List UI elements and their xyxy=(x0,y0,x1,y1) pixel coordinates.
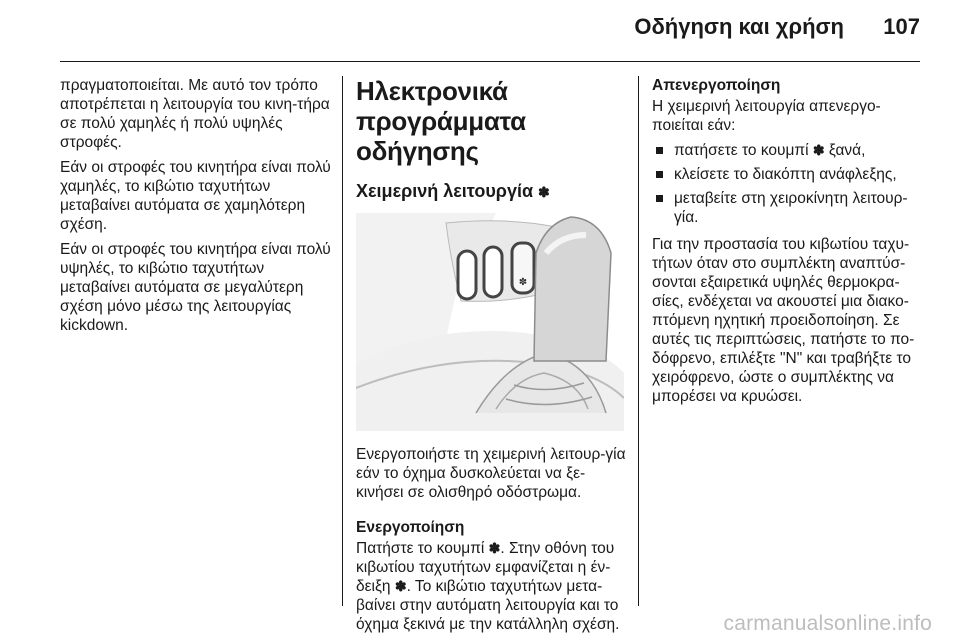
switch-1 xyxy=(458,251,476,299)
winter-mode-icon: ✽ xyxy=(812,142,825,158)
page-header xyxy=(0,0,960,62)
subsection-heading-text: Χειμερινή λειτουργία xyxy=(356,181,534,201)
deactivation-intro: Η χειμερινή λειτουργία απενεργο-ποιείται εάν: xyxy=(652,98,881,134)
illustration-svg xyxy=(356,213,624,431)
column-left xyxy=(60,76,332,341)
winter-mode-icon: ✽ xyxy=(538,184,550,200)
svg-text:✽: ✽ xyxy=(518,277,528,288)
winter-mode-icon: ✽ xyxy=(488,540,501,556)
list-item: μεταβείτε στη χειροκίνητη λειτουρ-γία. xyxy=(652,189,924,227)
subsection-heading xyxy=(356,180,626,203)
column-middle xyxy=(356,76,626,640)
activation-text-1: Πατήστε το κουμπί xyxy=(356,540,485,557)
winter-mode-icon: ✽ xyxy=(394,578,407,594)
column-right xyxy=(652,76,924,412)
activation-heading: Ενεργοποίηση xyxy=(356,519,465,536)
chapter-title: Οδήγηση και χρήση xyxy=(634,14,844,39)
activation-text xyxy=(356,539,626,634)
activation-text-3: . Το κιβώτιο ταχυτήτων μετα-βαίνει στην αυτόματη λειτουργία και το όχημα ξεκινά με την κατάλληλη σχέση. xyxy=(356,578,620,633)
page-number: 107 xyxy=(883,14,920,39)
switch-2 xyxy=(484,247,502,297)
section-heading: Ηλεκτρονικά προγράμματα οδήγησης xyxy=(356,76,526,166)
paragraph: Ενεργοποιήστε τη χειμερινή λειτουρ-γία εάν το όχημα δυσκολεύεται να ξε-κινήσει σε ολισθηρό οδόστρωμα. xyxy=(356,446,626,501)
activation-text-2: . Στην οθόνη του κιβωτίου ταχυτήτων εμφανίζεται η έν-δειξη xyxy=(356,540,615,595)
paragraph: Εάν οι στροφές του κινητήρα είναι πολύ υψηλές, το κιβώτιο ταχυτήτων μεταβαίνει αυτόματα σε μεγαλύτερη σχέση μόνο μέσω της λειτουργίας kickdown. xyxy=(60,241,331,334)
deactivation-heading: Απενεργοποίηση xyxy=(652,77,781,94)
warning-paragraph: Για την προστασία του κιβωτίου ταχυ-τήτων όταν στο συμπλέκτη αναπτύσ-σονται εξαιρετικά υψηλές θερμοκρα-σίες, ενδέχεται να ακουστεί μια διακο-πτόμενη ηχητική προειδοποίηση. Σε αυτές τις περιπτώσεις, πατήστε το πο-δόφρενο, επιλέξτε "N" και τραβήξτε το χειρόφρενο, ώστε ο συμπλέκτης να μπορέσει να κρυώσει. xyxy=(652,236,915,405)
gear-lever-illustration xyxy=(356,213,624,431)
list-item: κλείσετε το διακόπτη ανάφλεξης, xyxy=(652,165,924,184)
list-item xyxy=(652,141,924,160)
column-divider xyxy=(342,76,343,606)
column-divider xyxy=(638,76,639,606)
bullet-text: πατήσετε το κουμπί xyxy=(674,142,809,159)
paragraph: Εάν οι στροφές του κινητήρα είναι πολύ χαμηλές, το κιβώτιο ταχυτήτων μεταβαίνει αυτόματα σε χαμηλότερη σχέση. xyxy=(60,159,331,233)
paragraph: πραγματοποιείται. Με αυτό τον τρόπο αποτρέπεται η λειτουργία του κινη-τήρα σε πολύ χαμηλές ή πολύ υψηλές στροφές. xyxy=(60,77,330,151)
bullet-text: ξανά, xyxy=(828,142,866,159)
header-rule xyxy=(60,61,920,62)
watermark: carmanualsonline.info xyxy=(723,612,932,635)
deactivation-list xyxy=(652,141,924,227)
